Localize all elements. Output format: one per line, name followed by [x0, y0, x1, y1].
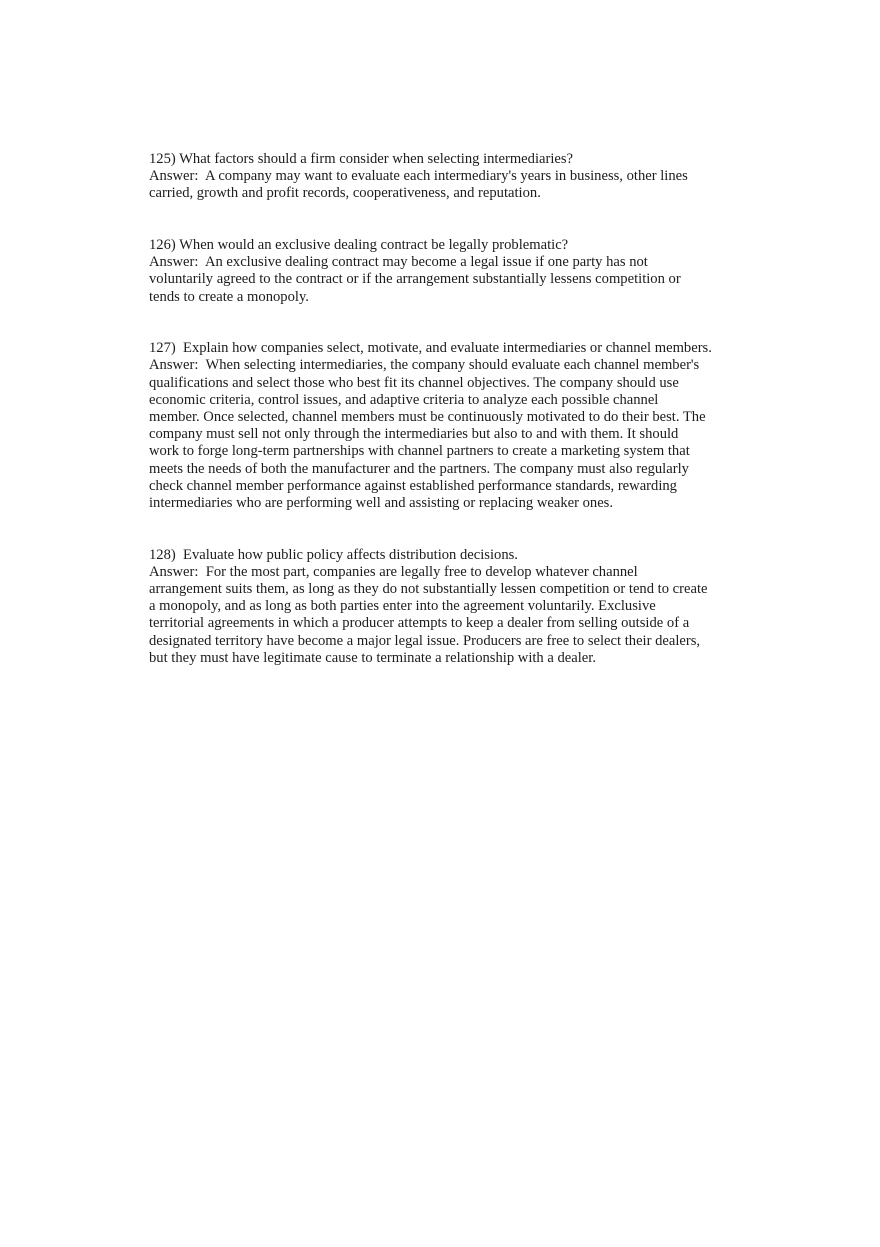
answer-text: Answer: An exclusive dealing contract may become a legal issue if one party has not voluntarily agreed to the contract or if the arrangement substantially lessens competition or tends to create a monopoly. — [149, 254, 681, 305]
answer-text: Answer: For the most part, companies are legally free to develop whatever channel arrangement suits them, as long as they do not substantially lessen competition or tend to create a monopoly, and as long as both parties enter into the agreement voluntarily. Exclusive territorial agreements in which a producer attempts to keep a dealer from selling outside of a designated territory have become a major legal issue. Producers are free to select their dealers, but they must have legitimate cause to terminate a relationship with a dealer. — [149, 563, 708, 666]
question-text: 126) When would an exclusive dealing contract be legally problematic? — [149, 237, 569, 253]
question-list — [149, 151, 749, 667]
question-text: 125) What factors should a firm consider when selecting intermediaries? — [149, 151, 574, 167]
question-item-127 — [149, 340, 749, 512]
question-item-128 — [149, 547, 749, 667]
question-text: 127) Explain how companies select, motivate, and evaluate intermediaries or channel members. — [149, 340, 712, 357]
answer-text: Answer: When selecting intermediaries, the company should evaluate each channel member's qualifications and select those who best fit its channel objectives. The company should use economic criteria, control issues, and adaptive criteria to analyze each possible channel member. Once selected, channel members must be continuously motivated to do their best. The company must sell not only through the intermediaries but also to and with them. It should work to forge long-term partnerships with channel partners to create a marketing system that meets the needs of both the manufacturer and the partners. The company must also regularly check channel member performance against established performance standards, rewarding intermediaries who are performing well and assisting or replacing weaker ones. — [149, 357, 706, 512]
question-item-125 — [149, 151, 749, 203]
answer-text: Answer: A company may want to evaluate each intermediary's years in business, other lines carried, growth and profit records, cooperativeness, and reputation. — [149, 168, 688, 202]
question-text: 128) Evaluate how public policy affects distribution decisions. — [149, 546, 518, 563]
question-item-126 — [149, 237, 749, 306]
